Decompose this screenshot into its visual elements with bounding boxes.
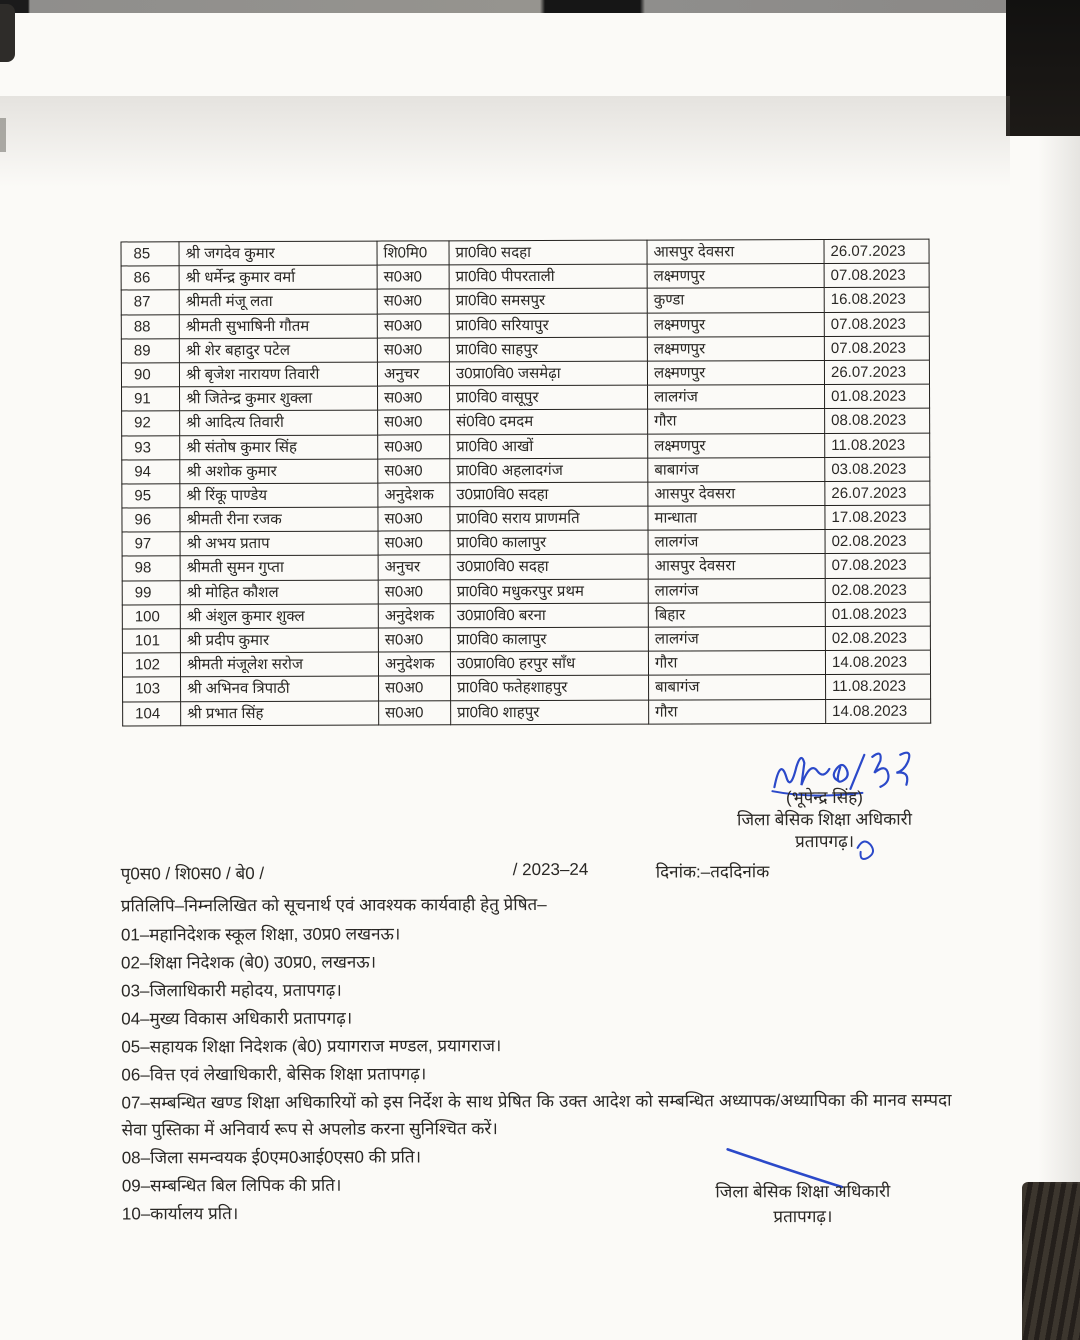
cell-block: लालगंज xyxy=(648,578,825,603)
cell-block: गौरा xyxy=(648,651,825,676)
cell-date: 02.08.2023 xyxy=(825,578,930,603)
reference-year-label: / 2023–24 xyxy=(512,859,589,880)
table-row xyxy=(122,384,930,411)
footer-signatory-title: जिला बेसिक शिक्षा अधिकारी xyxy=(715,1181,891,1202)
cell-post: स0अ0 xyxy=(377,338,449,362)
cell-name: श्री प्रदीप कुमार xyxy=(180,628,378,653)
cell-post: अनुदेशक xyxy=(378,483,450,507)
table-row xyxy=(121,360,929,387)
cell-sno: 88 xyxy=(121,314,179,338)
cell-school: प्रा0वि0 शाहपुर xyxy=(451,700,649,725)
cell-name: श्री प्रभात सिंह xyxy=(181,701,379,726)
copy-list-item: 01–महानिदेशक स्कूल शिक्षा, उ0प्र0 लखनऊ। xyxy=(120,924,401,945)
cell-school: उ0प्रा0वि0 सदहा xyxy=(450,555,648,580)
cell-post: अनुचर xyxy=(378,555,450,579)
cell-sno: 85 xyxy=(121,242,179,266)
table-row xyxy=(122,650,930,677)
footer-signatory-place: प्रतापगढ़। xyxy=(773,1206,833,1227)
cell-block: गौरा xyxy=(648,409,825,434)
copy-list-item: 10–कार्यालय प्रति। xyxy=(121,1203,239,1223)
cell-post: स0अ0 xyxy=(378,531,450,555)
table-row xyxy=(122,408,930,435)
cell-date: 07.08.2023 xyxy=(824,312,929,337)
cell-sno: 100 xyxy=(122,605,180,629)
cell-date: 14.08.2023 xyxy=(826,699,931,724)
cell-date: 07.08.2023 xyxy=(824,263,929,288)
cell-name: श्री बृजेश नारायण तिवारी xyxy=(179,362,377,387)
cell-name: श्री धर्मेन्द्र कुमार वर्मा xyxy=(179,265,377,290)
cell-school: प्रा0वि0 सराय प्राणमति xyxy=(450,506,648,531)
table-row xyxy=(121,239,929,266)
table-row xyxy=(122,505,930,532)
reference-line xyxy=(121,859,949,886)
cell-block: आसपुर देवसरा xyxy=(648,554,825,579)
signatory-place: प्रतापगढ़। xyxy=(795,831,855,852)
cell-date: 26.07.2023 xyxy=(824,239,929,264)
cell-name: श्री अशोक कुमार xyxy=(180,459,378,484)
table-row xyxy=(122,554,930,581)
cell-date: 02.08.2023 xyxy=(825,626,930,651)
reference-serial-label: पृ0स0 / शि0स0 / बे0 / xyxy=(120,863,265,884)
cell-block: लक्ष्मणपुर xyxy=(647,312,824,337)
cell-date: 01.08.2023 xyxy=(825,602,930,627)
cell-school: प्रा0वि0 अहलादगंज xyxy=(450,458,648,483)
copy-list-item: 03–जिलाधिकारी महोदय, प्रतापगढ़। xyxy=(121,980,342,1001)
cell-post: स0अ0 xyxy=(378,459,450,483)
cell-date: 11.08.2023 xyxy=(825,433,930,458)
cell-sno: 97 xyxy=(122,532,180,556)
transfer-table-body xyxy=(121,239,931,726)
signatory-name: (भूपेन्द्र सिंह) xyxy=(785,787,863,808)
cell-block: मान्धाता xyxy=(648,506,825,531)
cell-block: बाबागंज xyxy=(648,457,825,482)
cell-post: स0अ0 xyxy=(378,410,450,434)
cell-post: स0अ0 xyxy=(378,507,450,531)
copy-list-item: 08–जिला समन्वयक ई0एम0आई0एस0 की प्रति। xyxy=(121,1146,422,1167)
cell-block: आसपुर देवसरा xyxy=(648,481,825,506)
cell-post: अनुदेशक xyxy=(378,652,450,676)
cell-sno: 91 xyxy=(122,387,180,411)
cell-block: कुण्डा xyxy=(647,288,824,313)
handwritten-initial-mark xyxy=(853,835,879,861)
table-row xyxy=(121,288,929,315)
cell-name: श्रीमती मंजूलेश सरोज xyxy=(180,652,378,677)
cell-sno: 103 xyxy=(123,677,181,701)
cell-block: बिहार xyxy=(648,602,825,627)
cell-school: प्रा0वि0 कालापुर xyxy=(450,530,648,555)
cell-school: प्रा0वि0 समसपुर xyxy=(449,288,647,313)
cell-post: स0अ0 xyxy=(379,700,451,724)
table-row xyxy=(122,602,930,629)
table-row xyxy=(121,263,929,290)
cell-sno: 94 xyxy=(122,459,180,483)
cell-school: उ0प्रा0वि0 हरपुर साँध xyxy=(450,651,648,676)
cell-block: लक्ष्मणपुर xyxy=(647,360,824,385)
cell-post: स0अ0 xyxy=(378,628,450,652)
cell-post: स0अ0 xyxy=(377,265,449,289)
cell-sno: 104 xyxy=(123,701,181,725)
cell-school: प्रा0वि0 साहपुर xyxy=(449,337,647,362)
cell-sno: 87 xyxy=(121,290,179,314)
cell-block: लालगंज xyxy=(648,627,825,652)
cell-school: प्रा0वि0 फतेहशाहपुर xyxy=(451,675,649,700)
cell-school: प्रा0वि0 पीपरताली xyxy=(449,264,647,289)
cell-sno: 92 xyxy=(122,411,180,435)
cell-school: उ0प्रा0वि0 जसमेढ़ा xyxy=(449,361,647,386)
cell-date: 02.08.2023 xyxy=(825,529,930,554)
table-row xyxy=(121,336,929,363)
cell-post: स0अ0 xyxy=(378,434,450,458)
cell-block: लक्ष्मणपुर xyxy=(647,264,824,289)
table-row xyxy=(122,481,930,508)
table-row xyxy=(123,699,931,726)
cell-name: श्री अंशुल कुमार शुक्ल xyxy=(180,604,378,629)
copy-list-item: 07–सम्बन्धित खण्ड शिक्षा अधिकारियों को इस निर्देश के साथ प्रेषित कि उक्त आदेश को सम्बन्धित अध्यापक/अध्यापिका की मानव सम्पदा सेवा पुस्तिका में अनिवार्य रूप से अपलोड करना सुनिश्चित करें। xyxy=(121,1090,952,1139)
cell-name: श्रीमती सुभाषिनी गौतम xyxy=(179,314,377,339)
cell-sno: 101 xyxy=(122,629,180,653)
cell-date: 14.08.2023 xyxy=(825,650,930,675)
cell-date: 03.08.2023 xyxy=(825,457,930,482)
cell-block: बाबागंज xyxy=(649,675,826,700)
cell-school: प्रा0वि0 कालापुर xyxy=(450,627,648,652)
signature-block xyxy=(700,787,948,854)
cell-post: स0अ0 xyxy=(377,313,449,337)
cell-sno: 102 xyxy=(122,653,180,677)
cell-date: 17.08.2023 xyxy=(825,505,930,530)
cell-school: प्रा0वि0 सदहा xyxy=(449,240,647,265)
table-row xyxy=(121,312,929,339)
cell-sno: 98 xyxy=(122,556,180,580)
cell-post: स0अ0 xyxy=(378,386,450,410)
cell-date: 01.08.2023 xyxy=(825,384,930,409)
table-row xyxy=(123,675,931,702)
table-row xyxy=(122,457,930,484)
cell-post: स0अ0 xyxy=(379,676,451,700)
copy-list-item: 09–सम्बन्धित बिल लिपिक की प्रति। xyxy=(121,1175,342,1195)
copy-list-item: 05–सहायक शिक्षा निदेशक (बे0) प्रयागराज मण्डल, प्रयागराज। xyxy=(121,1036,502,1057)
cell-post: अनुदेशक xyxy=(378,604,450,628)
cell-sno: 95 xyxy=(122,484,180,508)
cell-block: लालगंज xyxy=(648,385,825,410)
cell-name: श्रीमती रीना रजक xyxy=(180,507,378,532)
cell-name: श्री आदित्य तिवारी xyxy=(180,410,378,435)
cell-sno: 99 xyxy=(122,580,180,604)
cell-date: 08.08.2023 xyxy=(825,408,930,433)
cell-name: श्री जगदेव कुमार xyxy=(179,241,377,266)
footer-signature-block xyxy=(678,1179,928,1230)
cell-school: उ0प्रा0वि0 बरना xyxy=(450,603,648,628)
cell-block: आसपुर देवसरा xyxy=(647,240,824,265)
table-row xyxy=(122,626,930,653)
cell-school: प्रा0वि0 सरियापुर xyxy=(449,313,647,338)
cell-date: 07.08.2023 xyxy=(824,336,929,361)
cell-school: सं0वि0 दमदम xyxy=(450,409,648,434)
teacher-transfer-table xyxy=(121,239,932,727)
cell-sno: 89 xyxy=(121,339,179,363)
cell-block: लक्ष्मणपुर xyxy=(647,336,824,361)
reference-date-label: दिनांक:–तददिनांक xyxy=(655,862,770,882)
signatory-title: जिला बेसिक शिक्षा अधिकारी xyxy=(736,809,913,830)
cell-block: गौरा xyxy=(649,699,826,724)
cell-school: प्रा0वि0 वासूपुर xyxy=(450,385,648,410)
cell-block: लक्ष्मणपुर xyxy=(648,433,825,458)
copy-list-item: 06–वित्त एवं लेखाधिकारी, बेसिक शिक्षा प्रतापगढ़। xyxy=(121,1064,427,1085)
cell-school: प्रा0वि0 आखों xyxy=(450,434,648,459)
cell-name: श्री मोहित कौशल xyxy=(180,580,378,605)
cell-block: लालगंज xyxy=(648,530,825,555)
cell-sno: 86 xyxy=(121,266,179,290)
cell-sno: 96 xyxy=(122,508,180,532)
copy-list-item: 04–मुख्य विकास अधिकारी प्रतापगढ़। xyxy=(121,1008,353,1029)
cell-name: श्रीमती सुमन गुप्ता xyxy=(180,556,378,581)
cell-name: श्री शेर बहादुर पटेल xyxy=(179,338,377,363)
cell-date: 16.08.2023 xyxy=(824,288,929,313)
cell-post: शि0मि0 xyxy=(377,241,449,265)
cell-name: श्री संतोष कुमार सिंह xyxy=(180,435,378,460)
cell-date: 26.07.2023 xyxy=(824,360,929,385)
cell-date: 07.08.2023 xyxy=(825,554,930,579)
cell-name: श्री अभिनव त्रिपाठी xyxy=(181,676,379,701)
cell-school: प्रा0वि0 मधुकरपुर प्रथम xyxy=(450,579,648,604)
cell-date: 11.08.2023 xyxy=(826,675,931,700)
cell-post: स0अ0 xyxy=(378,579,450,603)
cell-name: श्रीमती मंजू लता xyxy=(179,289,377,314)
cell-name: श्री जितेन्द्र कुमार शुक्ला xyxy=(180,386,378,411)
cell-name: श्री अभय प्रताप xyxy=(180,531,378,556)
table-row xyxy=(122,578,930,605)
cell-post: अनुचर xyxy=(377,362,449,386)
distribution-heading: प्रतिलिपि–निम्नलिखित को सूचनार्थ एवं आवश्यक कार्यवाही हेतु प्रेषित– xyxy=(120,894,547,916)
cell-sno: 90 xyxy=(121,363,179,387)
cell-post: स0अ0 xyxy=(377,289,449,313)
table-row xyxy=(122,529,930,556)
cell-sno: 93 xyxy=(122,435,180,459)
cell-name: श्री रिंकू पाण्डेय xyxy=(180,483,378,508)
table-row xyxy=(122,433,930,460)
copy-list-item: 02–शिक्षा निदेशक (बे0) उ0प्र0, लखनऊ। xyxy=(120,952,377,973)
cell-date: 26.07.2023 xyxy=(825,481,930,506)
cell-school: उ0प्रा0वि0 सदहा xyxy=(450,482,648,507)
